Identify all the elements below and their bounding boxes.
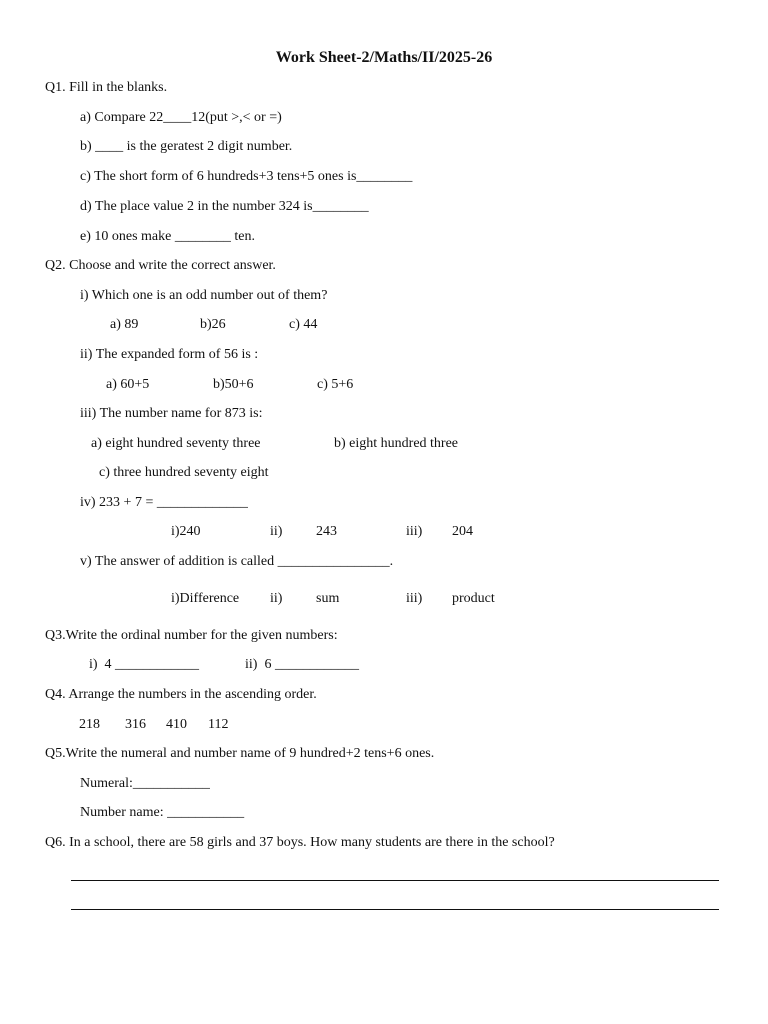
- q1-item-b: b) ____ is the geratest 2 digit number.: [80, 139, 293, 154]
- q1-item-d: d) The place value 2 in the number 324 is________: [80, 199, 369, 214]
- q2-ii-option-a: a) 60+5: [106, 377, 150, 392]
- q2-i-option-c: c) 44: [289, 317, 318, 332]
- q2-v-marker-iii: iii): [406, 591, 423, 606]
- q1-item-e: e) 10 ones make ________ ten.: [80, 229, 255, 244]
- q2-heading: Q2. Choose and write the correct answer.: [45, 258, 276, 273]
- q4-heading: Q4. Arrange the numbers in the ascending order.: [45, 687, 317, 702]
- q4-number-4: 112: [208, 717, 229, 732]
- q3-item-ii: ii) 6 ____________: [245, 657, 359, 672]
- worksheet-title: Work Sheet-2/Maths/II/2025-26: [275, 49, 493, 66]
- q1-item-a: a) Compare 22____12(put >,< or =): [80, 110, 282, 125]
- q2-ii-option-b: b)50+6: [213, 377, 254, 392]
- q2-iii-question: iii) The number name for 873 is:: [80, 406, 263, 421]
- q2-v-option-ii: sum: [316, 591, 340, 606]
- q2-i-question: i) Which one is an odd number out of them?: [80, 288, 328, 303]
- q2-iii-option-b: b) eight hundred three: [334, 436, 459, 451]
- q2-v-option-i: i)Difference: [171, 591, 240, 606]
- q2-iv-marker-iii: iii): [406, 524, 423, 539]
- q2-v-question: v) The answer of addition is called ________________.: [80, 554, 394, 569]
- q2-v-marker-ii: ii): [270, 591, 283, 606]
- q2-v-option-iii: product: [452, 591, 495, 606]
- q2-iv-option-iii: 204: [452, 524, 473, 539]
- q5-heading: Q5.Write the numeral and number name of 9 hundred+2 tens+6 ones.: [45, 746, 435, 761]
- q1-heading: Q1. Fill in the blanks.: [45, 80, 168, 95]
- q2-iv-marker-ii: ii): [270, 524, 283, 539]
- q2-i-option-b: b)26: [200, 317, 226, 332]
- q5-numeral: Numeral:___________: [80, 776, 210, 791]
- q4-number-2: 316: [125, 717, 146, 732]
- q4-number-3: 410: [166, 717, 187, 732]
- answer-line-2: [71, 909, 719, 910]
- q2-ii-question: ii) The expanded form of 56 is :: [80, 347, 259, 362]
- q3-item-i: i) 4 ____________: [89, 657, 200, 672]
- q2-iv-option-i: i)240: [171, 524, 201, 539]
- q6-heading: Q6. In a school, there are 58 girls and 37 boys. How many students are there in the school?: [45, 835, 555, 850]
- q2-iv-question: iv) 233 + 7 = _____________: [80, 495, 248, 510]
- q4-number-1: 218: [79, 717, 100, 732]
- q2-i-option-a: a) 89: [110, 317, 139, 332]
- answer-line-1: [71, 880, 719, 881]
- q2-ii-option-c: c) 5+6: [317, 377, 354, 392]
- q5-number-name: Number name: ___________: [80, 805, 245, 820]
- q3-heading: Q3.Write the ordinal number for the given numbers:: [45, 628, 338, 643]
- q1-item-c: c) The short form of 6 hundreds+3 tens+5 ones is________: [80, 169, 413, 184]
- q2-iii-option-c: c) three hundred seventy eight: [99, 465, 269, 480]
- q2-iv-option-ii: 243: [316, 524, 337, 539]
- q2-iii-option-a: a) eight hundred seventy three: [91, 436, 261, 451]
